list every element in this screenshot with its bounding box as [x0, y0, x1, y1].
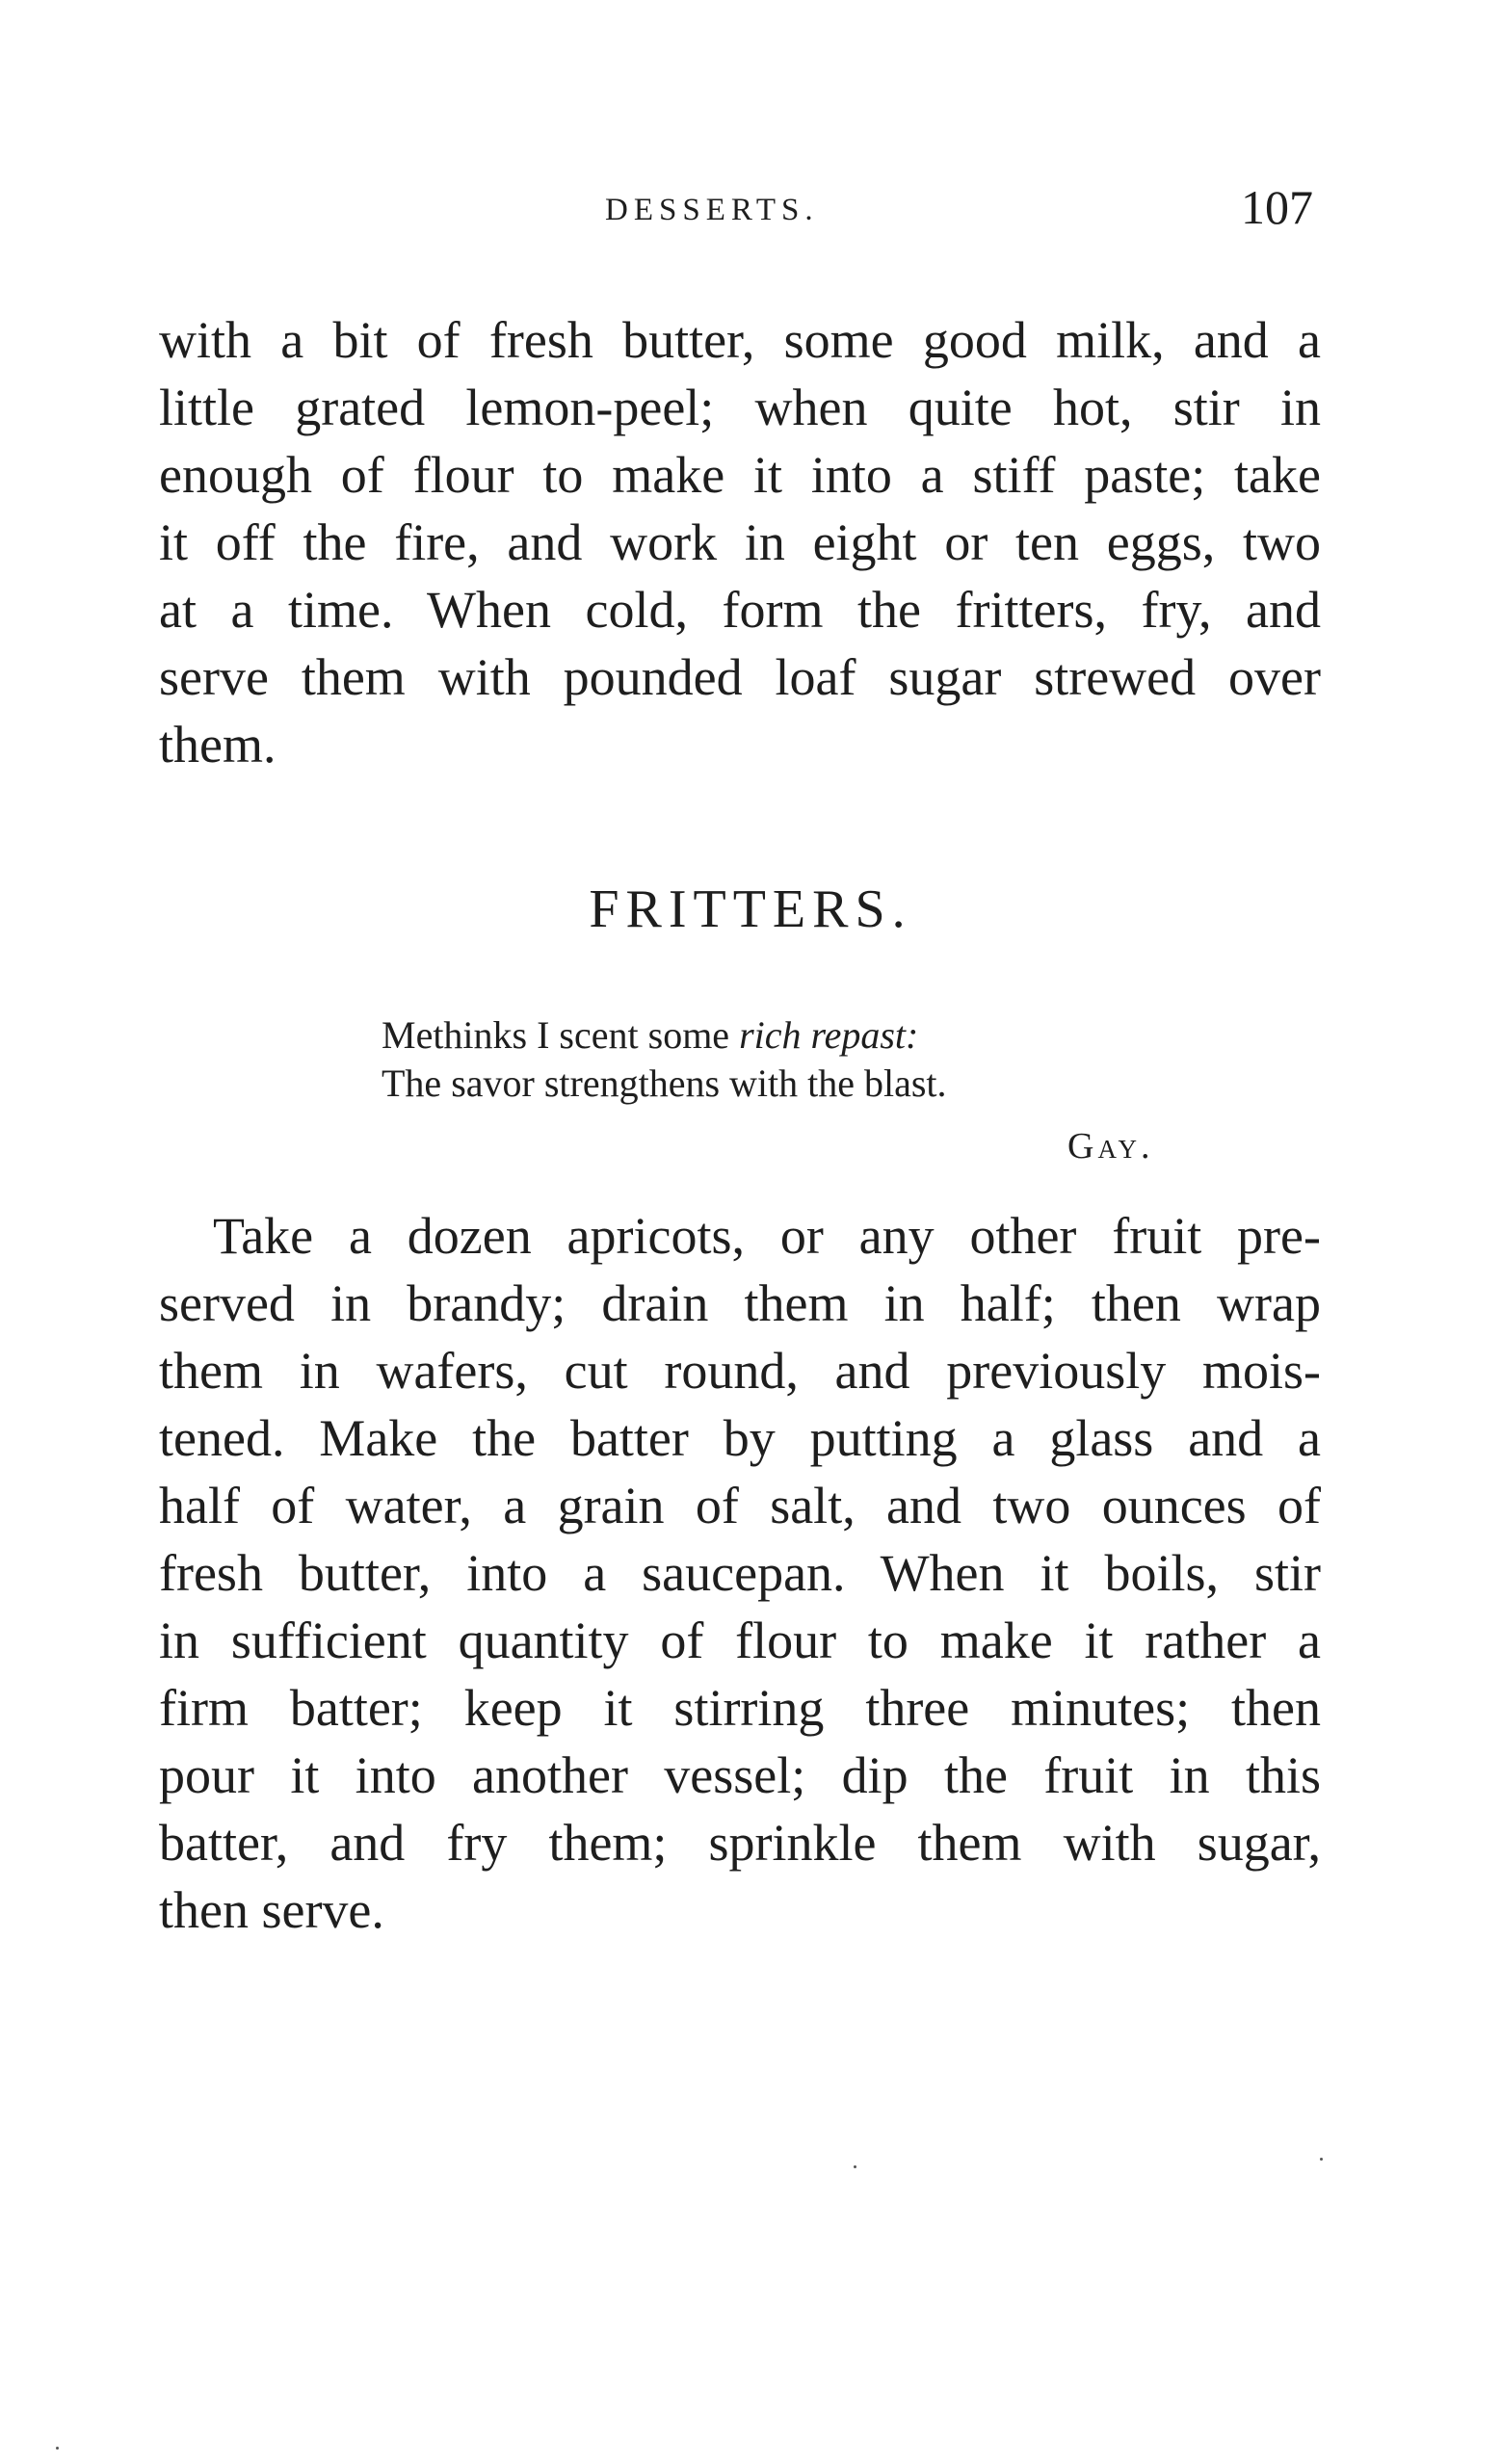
paragraph-line: tened. Make the batter by putting a glass and a — [159, 1409, 1321, 1467]
recipe-paragraph — [159, 1202, 1321, 1944]
epigraph-line: The savor strengthens with the blast. — [382, 1062, 947, 1105]
epigraph — [382, 1011, 947, 1108]
paragraph-line: in sufficient quantity of flour to make it rather a — [159, 1612, 1321, 1669]
paragraph-line: enough of flour to make it into a stiff paste; take — [159, 446, 1321, 504]
paragraph-line: Take a dozen apricots, or any other fruit pre- — [213, 1207, 1321, 1265]
print-speck — [1320, 2158, 1323, 2161]
continued-paragraph — [159, 306, 1321, 778]
paragraph-line: half of water, a grain of salt, and two ounces of — [159, 1477, 1321, 1534]
page-number: 107 — [1241, 180, 1313, 234]
paragraph-line: served in brandy; drain them in half; then wrap — [159, 1274, 1321, 1332]
paragraph-line: them in wafers, cut round, and previously mois- — [159, 1342, 1321, 1400]
paragraph-line: at a time. When cold, form the fritters, fry, and — [159, 581, 1321, 639]
paragraph-line: with a bit of fresh butter, some good milk, and a — [159, 311, 1321, 369]
print-speck — [854, 2165, 856, 2168]
paragraph-line: pour it into another vessel; dip the fruit in this — [159, 1746, 1321, 1804]
paragraph-line: fresh butter, into a saucepan. When it boils, stir — [159, 1544, 1321, 1602]
paragraph-line: little grated lemon-peel; when quite hot, stir in — [159, 379, 1321, 436]
epigraph-text: Methinks I scent some — [382, 1013, 740, 1057]
paragraph-line: then serve. — [159, 1881, 384, 1939]
epigraph-attribution: Gay. — [1067, 1126, 1154, 1166]
section-title: FRITTERS. — [589, 879, 912, 939]
epigraph-line — [382, 1011, 947, 1060]
paragraph-line: them. — [159, 716, 276, 773]
paragraph-line: it off the fire, and work in eight or ten eggs, two — [159, 513, 1321, 571]
paragraph-line: batter, and fry them; sprinkle them with sugar, — [159, 1814, 1321, 1872]
paragraph-line: serve them with pounded loaf sugar strewed over — [159, 648, 1321, 706]
print-speck — [56, 2447, 59, 2450]
epigraph-italic-text: rich repast: — [739, 1013, 919, 1057]
running-head: DESSERTS. — [605, 193, 819, 227]
paragraph-line: firm batter; keep it stirring three minutes; then — [159, 1679, 1321, 1737]
